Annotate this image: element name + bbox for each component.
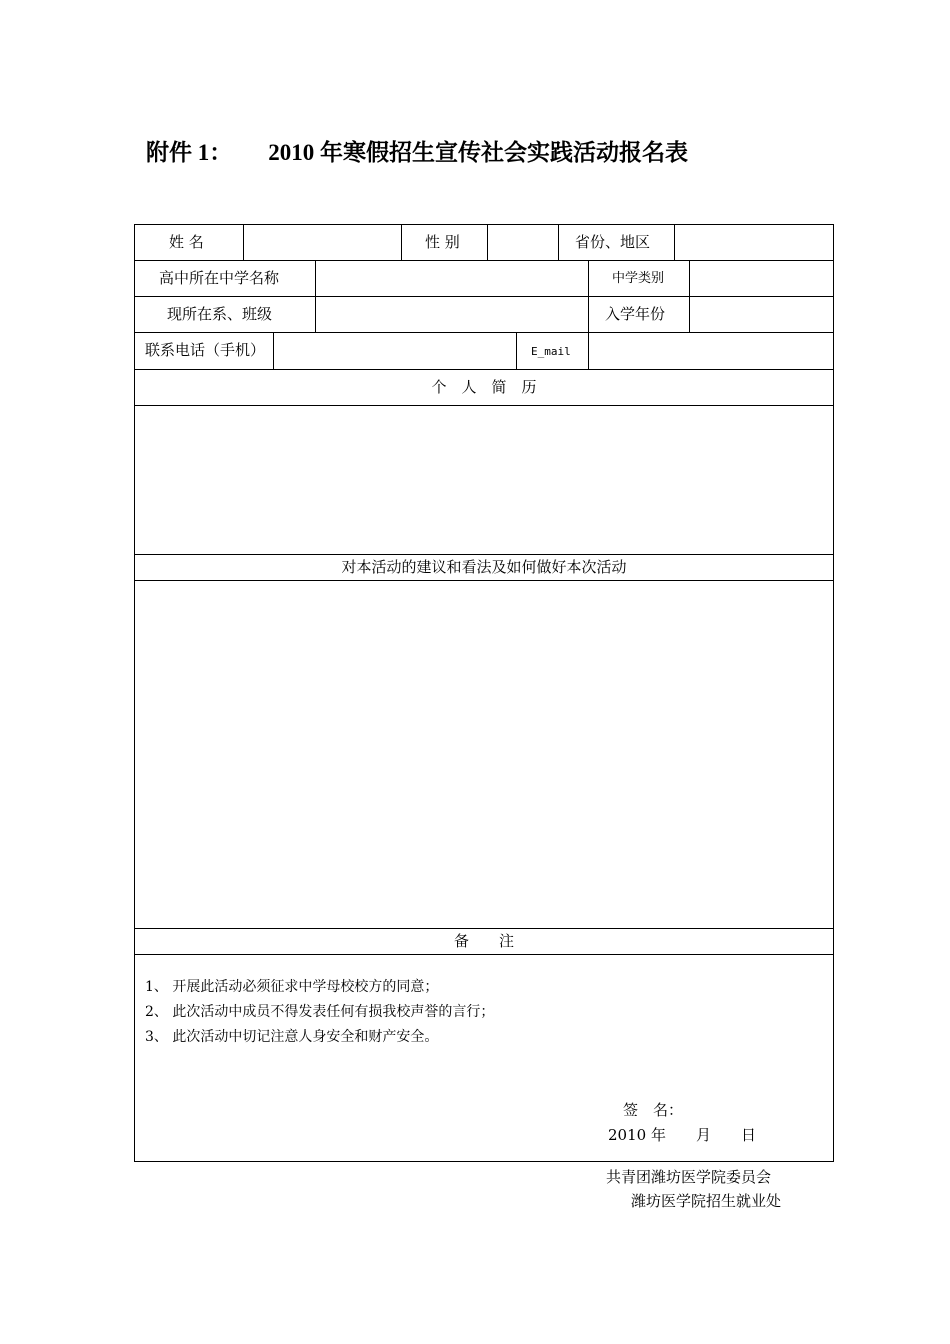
- year-field[interactable]: [690, 297, 833, 332]
- email-field[interactable]: [589, 333, 833, 369]
- title-prefix: 附件 1：: [146, 140, 233, 165]
- page-title: [146, 134, 688, 167]
- registration-form: [134, 224, 834, 1162]
- row-divider: [135, 554, 833, 555]
- phone-label: 联系电话（手机）: [145, 341, 266, 359]
- gender-field[interactable]: [488, 225, 558, 260]
- region-field[interactable]: [675, 225, 833, 260]
- row-divider: [135, 954, 833, 955]
- col-divider: [558, 225, 559, 260]
- phone-field[interactable]: [274, 333, 516, 369]
- signature-label: 签 名：: [623, 1101, 684, 1119]
- school-type-field[interactable]: [690, 261, 833, 296]
- remarks-header: 备 注: [453, 932, 514, 950]
- suggestion-header: 对本活动的建议和看法及如何做好本次活动: [341, 558, 627, 576]
- resume-header: 个 人 简 历: [431, 378, 537, 396]
- year-label: 入学年份: [605, 305, 666, 323]
- col-divider: [401, 225, 402, 260]
- remarks-notes: [145, 975, 494, 1050]
- name-field[interactable]: [244, 225, 401, 260]
- email-label: E_mail: [531, 345, 571, 358]
- school-type-label: 中学类别: [612, 271, 665, 286]
- gender-label: 性 别: [425, 233, 460, 251]
- row-divider: [135, 369, 833, 370]
- note-item: 3、 此次活动中切记注意人身安全和财产安全。: [145, 1029, 439, 1045]
- title-main: 2010 年寒假招生宣传社会实践活动报名表: [268, 140, 688, 165]
- footer-org-1: 共青团潍坊医学院委员会: [606, 1168, 772, 1186]
- date-line: 2010 年 月 日: [608, 1126, 756, 1144]
- row-divider: [135, 928, 833, 929]
- region-label: 省份、地区: [575, 233, 651, 251]
- suggestion-field[interactable]: [135, 581, 833, 928]
- col-divider: [516, 332, 517, 369]
- col-divider: [588, 260, 589, 332]
- note-item: 2、 此次活动中成员不得发表任何有损我校声誉的言行；: [145, 1004, 495, 1020]
- name-label: 姓 名: [169, 233, 204, 251]
- resume-field[interactable]: [135, 406, 833, 554]
- dept-label: 现所在系、班级: [167, 305, 273, 323]
- dept-field[interactable]: [316, 297, 588, 332]
- note-item: 1、 开展此活动必须征求中学母校校方的同意；: [145, 979, 439, 995]
- school-label: 高中所在中学名称: [159, 269, 280, 287]
- school-field[interactable]: [316, 261, 588, 296]
- footer-org-2: 潍坊医学院招生就业处: [631, 1192, 782, 1210]
